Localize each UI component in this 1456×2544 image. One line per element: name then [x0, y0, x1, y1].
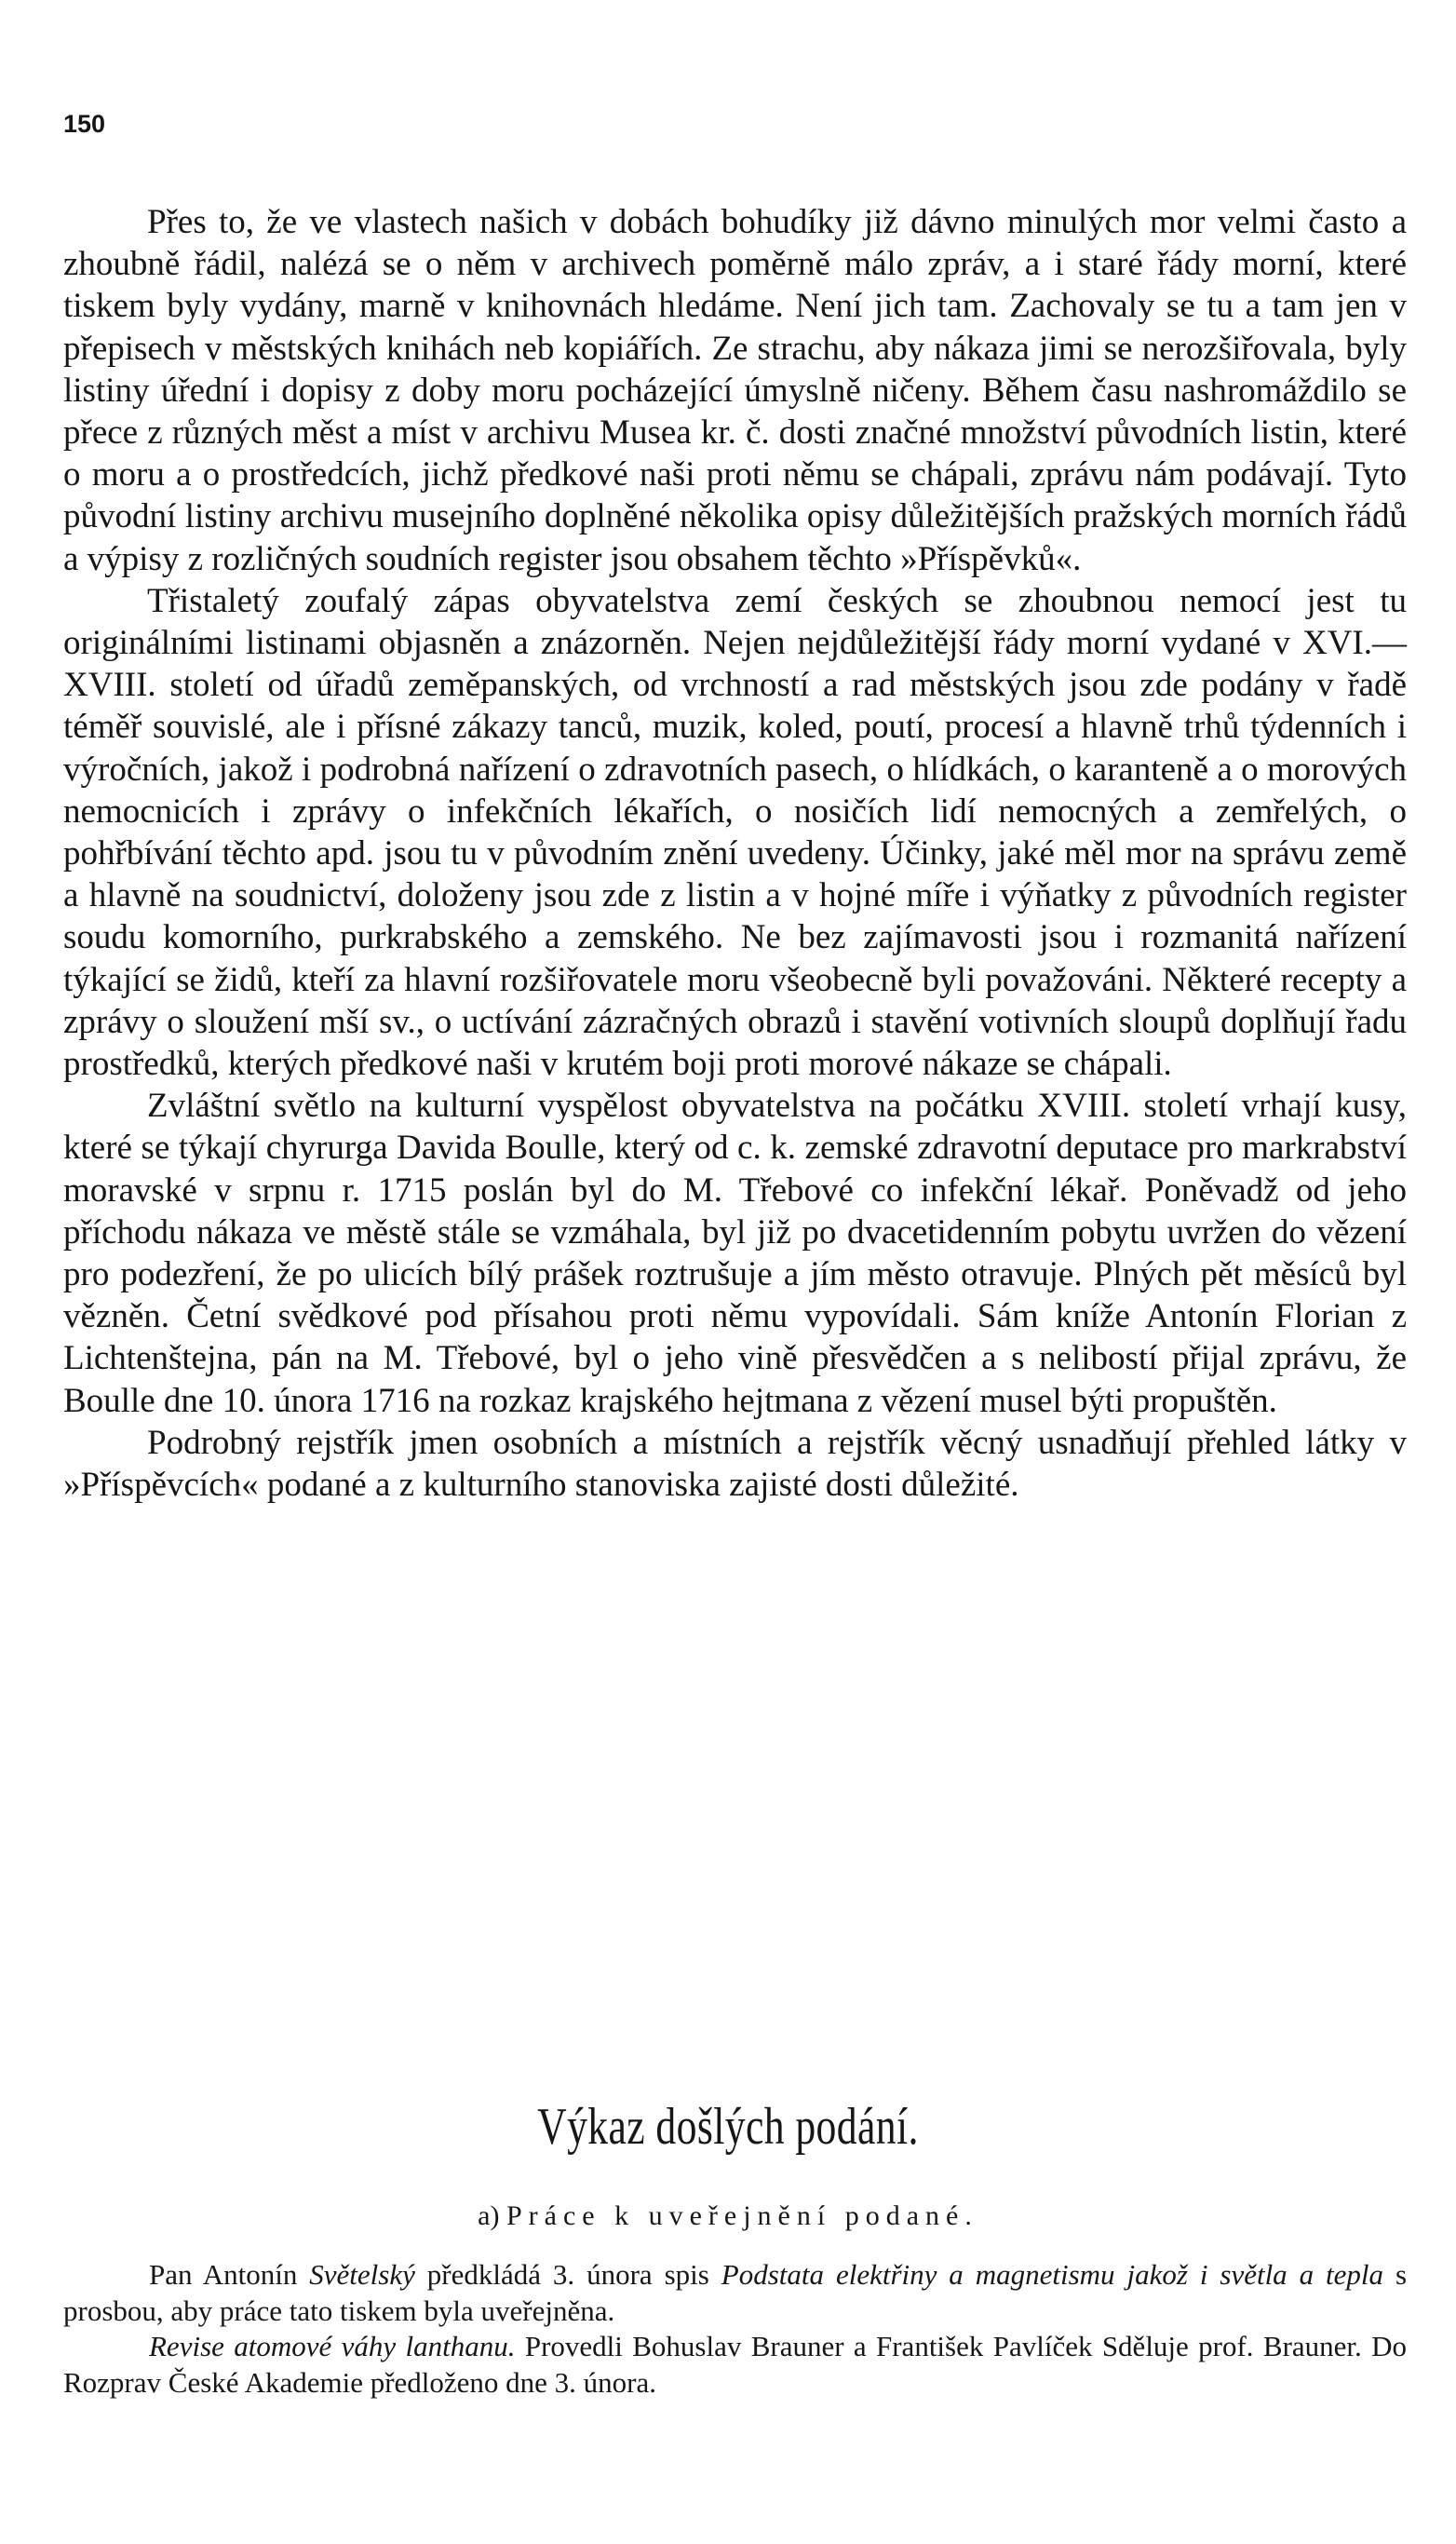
subsection-title: [0, 2199, 1456, 2233]
subsection-prefix: a): [478, 2200, 500, 2231]
paragraph: Třistaletý zoufalý zápas obyvatelstva zemí českých se zhoubnou nemocí jest tu originálními listinami objasněn a znázorněn. Nejen nejdůležitější řády morní vydané v XVI.—XVIII. století od úřadů zeměpanských, od vrchností a rad městských jsou zde podány v řadě téměř souvislé, ale i přísné zákazy tanců, muzik, koled, poutí, procesí a hlavně trhů týdenních i výročních, jakož i podrobná nařízení o zdravotních pasech, o hlídkách, o karanteně a o morových nemocnicích i zprávy o infekčních lékařích, o nosičích lidí nemocných a zemřelých, o pohřbívání těchto apd. jsou tu v původním znění uvedeny. Účinky, jaké měl mor na správu země a hlavně na soudnictví, doloženy jsou zde z listin a v hojné míře i výňatky z původních register soudu komorního, purkrabského a zemského. Ne bez zajímavosti jsou i rozmanitá nařízení týkající se židů, kteří za hlavní rozšiřovatele moru všeobecně byli považováni. Některé recepty a zprávy o sloužení mší sv., o uctívání zázračných obrazů i stavění votivních sloupů doplňují řadu prostředků, kterých předkové naši v krutém boji proti morové nákaze se chápali.: [63, 581, 1407, 1084]
paragraph: Přes to, že ve vlastech našich v dobách bohudíky již dávno minulých mor velmi často a zhoubně řádil, nalézá se o něm v archivech poměrně málo zpráv, a i staré řády morní, které tiskem byly vydány, marně v knihovnách hledáme. Není jich tam. Zachovaly se tu a tam jen v přepisech v městských knihách neb kopiářích. Ze strachu, aby nákaza jimi se nerozšiřovala, byly listiny úřední i dopisy z doby moru pocházející úmyslně ničeny. Během času nashromáždilo se přece z různých měst a míst v archivu Musea kr. č. dosti značné množství původních listin, které o moru a o prostředcích, jichž předkové naši proti němu se chápali, zprávu nám podávají. Tyto původní listiny archivu musejního doplněné několika opisy důležitějších pražských morních řádů a výpisy z rozličných soudních register jsou obsahem těchto »Příspěvků«.: [63, 203, 1407, 578]
submission-tail: Provedli Bohuslav Brauner a František Pavlíček Sděluje prof. Brauner. Do Rozprav České Akademie předloženo dne 3. února.: [63, 2330, 1408, 2399]
submission-entry: [63, 2329, 1407, 2401]
submission-lead: Pan Antonín: [149, 2258, 298, 2291]
paragraph: Zvláštní světlo na kulturní vyspělost obyvatelstva na počátku XVIII. století vrhají kusy, které se týkají chyrurga Davida Boulle, který od c. k. zemské zdravotní deputace pro markrabství moravské v srpnu r. 1715 poslán byl do M. Třebové co infekční lékař. Poněvadž od jeho příchodu nákaza ve městě stále se vzmáhala, byl již po dvacetidenním pobytu uvržen do vězení pro podezření, že po ulicích bílý prášek roztrušuje a jím město otravuje. Plných pět měsíců byl vězněn. Četní svědkové pod přísahou proti němu vypovídali. Sám kníže Antonín Florian z Lichtenštejna, pán na M. Třebové, byl o jeho vině přesvědčen a s nelibostí přijal zprávu, že Boulle dne 10. února 1716 na rozkaz krajského hejtmana z vězení musel býti propuštěn.: [63, 1087, 1407, 1420]
subsection-label: Práce k uveřejnění podané.: [506, 2200, 978, 2231]
submission-title: Revise atomové váhy lanthanu.: [149, 2330, 516, 2362]
section-title: Výkaz došlých podání.: [537, 2098, 919, 2156]
submission-author: Světelský: [309, 2258, 415, 2291]
submission-title: Podstata elektřiny a magnetismu jakož i světla a tepla: [721, 2258, 1384, 2291]
body-text: [63, 201, 1407, 1506]
submission-middle: předkládá 3. února spis: [426, 2258, 709, 2291]
submission-entry: [63, 2257, 1407, 2329]
submissions-list: [63, 2257, 1407, 2401]
submission-tail: s prosbou, aby práce tato tiskem byla uveřejněna.: [63, 2258, 1408, 2327]
paragraph: Podrobný rejstřík jmen osobních a místních a rejstřík věcný usnadňují přehled látky v »Příspěvcích« podané a z kulturního stanoviska zajisté dosti důležité.: [63, 1423, 1407, 1505]
page-number: 150: [63, 110, 106, 138]
